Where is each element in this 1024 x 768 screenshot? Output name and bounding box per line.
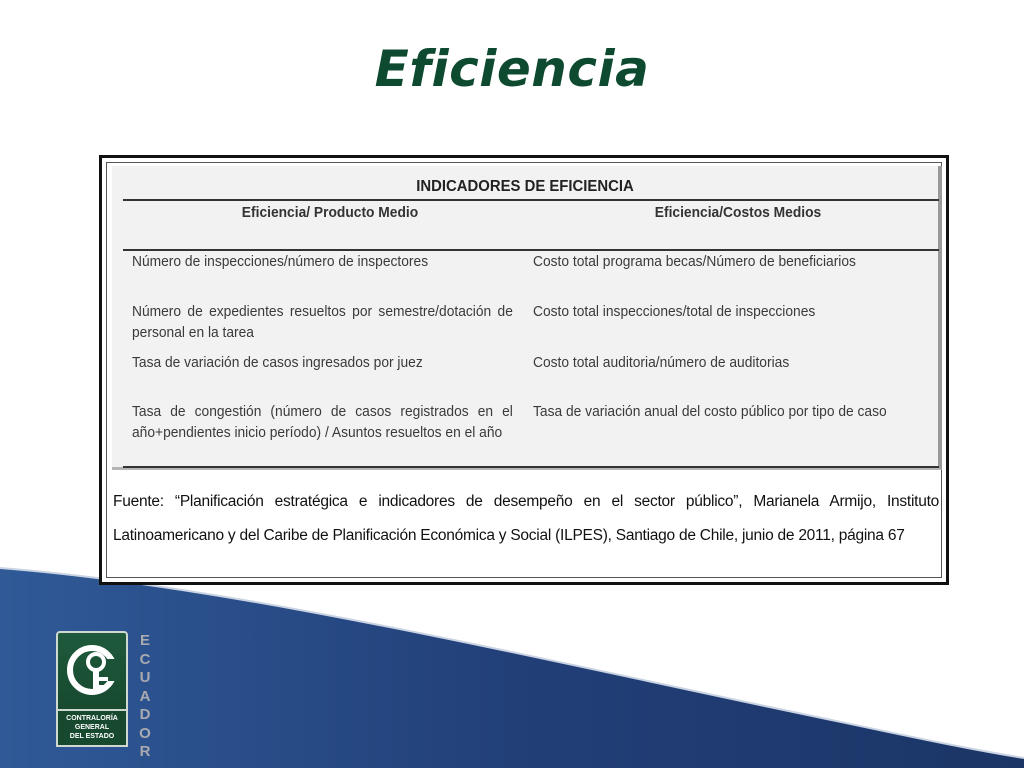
- contraloria-logo: [56, 631, 128, 747]
- table-rule: [123, 199, 939, 201]
- logo-line: CONTRALORÍA: [66, 715, 118, 722]
- country-letter: C: [139, 650, 151, 668]
- table-cell: Costo total programa becas/Número de beneficiarios: [533, 253, 856, 270]
- column-header-cost: Eficiencia/Costos Medios: [654, 204, 822, 221]
- slide-title: Eficiencia: [374, 40, 650, 98]
- country-letter: E: [139, 632, 150, 649]
- country-letter: R: [139, 743, 151, 760]
- table-cell: Costo total inspecciones/total de inspecciones: [533, 303, 816, 320]
- cge-emblem-icon: [56, 631, 128, 711]
- source-citation: Fuente: “Planificación estratégica e indicadores de desempeño en el sector público”, Marianela Armijo, Instituto Latinoamericano y del Caribe de Planificación Económica y Social (ILPES), Santiago de Chile, junio de 2011, página 67: [113, 493, 939, 544]
- logo-line: DEL ESTADO: [69, 733, 115, 740]
- document-inner-border: [106, 162, 942, 578]
- table-cell: Tasa de variación de casos ingresados por juez: [132, 354, 423, 371]
- table-title: INDICADORES DE EFICIENCIA: [416, 178, 634, 195]
- table-cell: Tasa de congestión (número de casos registrados en el año+pendientes inicio período) / Asuntos resueltos en el año: [132, 403, 513, 441]
- table-rule: [123, 466, 939, 468]
- table-cell: Costo total auditoria/número de auditorias: [533, 354, 790, 371]
- document-frame: [99, 155, 949, 585]
- logo-line: GENERAL: [74, 724, 110, 731]
- column-header-product: Eficiencia/ Producto Medio: [241, 204, 419, 221]
- country-letter: A: [139, 687, 151, 705]
- country-name-vertical: [137, 632, 153, 762]
- indicators-table: [112, 166, 942, 470]
- logo-wordmark: [56, 711, 128, 747]
- table-cell: Número de inspecciones/número de inspectores: [132, 253, 429, 270]
- country-letter: U: [139, 669, 151, 686]
- country-letter: D: [139, 706, 151, 723]
- table-cell: Número de expedientes resueltos por semestre/dotación de personal en la tarea: [132, 303, 513, 341]
- table-cell: Tasa de variación anual del costo público por tipo de caso: [533, 403, 887, 420]
- country-letter: O: [139, 724, 151, 742]
